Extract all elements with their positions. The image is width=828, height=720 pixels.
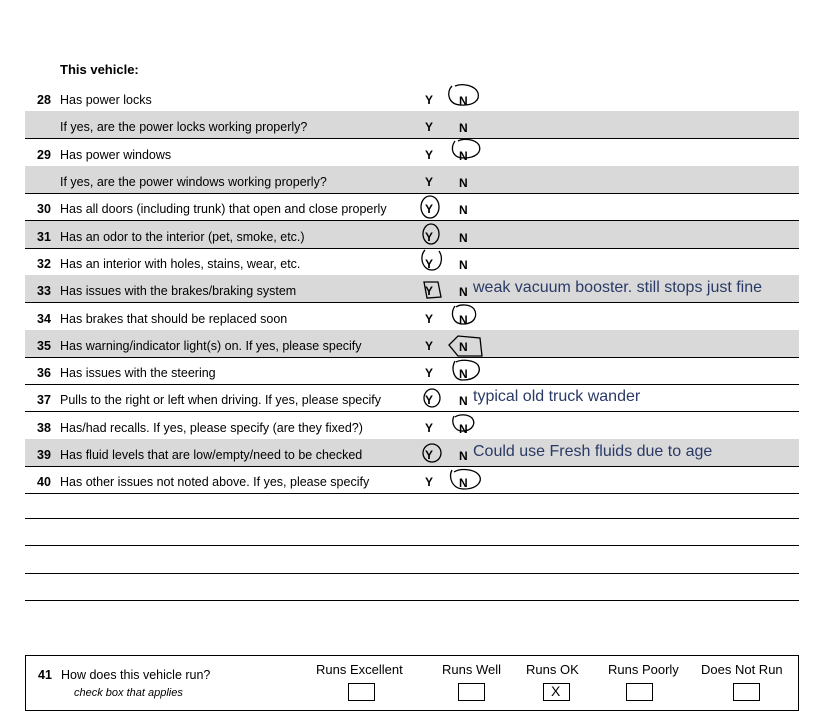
no-option[interactable]: N <box>459 149 468 163</box>
question-text: Has warning/indicator light(s) on. If yes, please specify <box>60 339 362 353</box>
question-text: Has issues with the steering <box>60 366 216 380</box>
yes-option[interactable]: Y <box>425 284 434 298</box>
checkbox-does-not-run[interactable] <box>733 683 760 701</box>
question-number: 39 <box>37 448 51 462</box>
question-text: Has fluid levels that are low/empty/need to be checked <box>60 448 363 462</box>
question-row-35 <box>25 330 799 358</box>
question-text: Has other issues not noted above. If yes, please specify <box>60 475 370 489</box>
question-text: If yes, are the power windows working properly? <box>60 175 327 189</box>
question-text: Has power locks <box>60 93 152 107</box>
yes-option[interactable]: Y <box>425 175 434 189</box>
check-mark: X <box>551 683 561 699</box>
option-runs-ok-label: Runs OK <box>526 662 579 677</box>
no-option[interactable]: N <box>459 422 468 436</box>
question-row-38 <box>25 412 799 440</box>
no-option[interactable]: N <box>459 313 468 327</box>
question-row-31 <box>25 221 799 249</box>
question-row-30 <box>25 193 799 221</box>
question-number: 41 <box>38 668 52 682</box>
blank-line[interactable] <box>25 518 799 519</box>
question-text: Pulls to the right or left when driving. If yes, please specify <box>60 393 381 407</box>
question-text: How does this vehicle run? <box>61 668 211 682</box>
question-row-29 <box>25 139 799 167</box>
question-row-34 <box>25 303 799 331</box>
question-number: 29 <box>37 148 51 162</box>
no-option[interactable]: N <box>459 94 468 108</box>
no-option[interactable]: N <box>459 121 468 135</box>
question-text: Has power windows <box>60 148 172 162</box>
blank-line[interactable] <box>25 573 799 574</box>
question-row-28-sub <box>25 111 799 139</box>
option-runs-poorly-label: Runs Poorly <box>608 662 679 677</box>
yes-option[interactable]: Y <box>425 93 434 107</box>
question-number: 37 <box>37 393 51 407</box>
checkbox-runs-poorly[interactable] <box>626 683 653 701</box>
question-row-39 <box>25 439 799 467</box>
question-number: 35 <box>37 339 51 353</box>
handwritten-note: Could use Fresh fluids due to age <box>473 443 713 460</box>
no-option[interactable]: N <box>459 285 468 299</box>
checkbox-runs-ok[interactable] <box>543 683 570 701</box>
blank-line[interactable] <box>25 600 799 601</box>
yes-option[interactable]: Y <box>425 230 434 244</box>
yes-option[interactable]: Y <box>425 148 434 162</box>
question-row-29-sub <box>25 166 799 194</box>
question-number: 28 <box>37 93 51 107</box>
blank-line[interactable] <box>25 545 799 546</box>
yes-option[interactable]: Y <box>425 339 434 353</box>
question-row-36 <box>25 357 799 385</box>
question-number: 34 <box>37 312 51 326</box>
question-row-28 <box>25 84 799 112</box>
question-number: 38 <box>37 421 51 435</box>
question-row-37 <box>25 384 799 412</box>
question-text: If yes, are the power locks working properly? <box>60 120 308 134</box>
no-option[interactable]: N <box>459 258 468 272</box>
question-text: Has an interior with holes, stains, wear, etc. <box>60 257 301 271</box>
handwritten-note: typical old truck wander <box>473 388 641 405</box>
no-option[interactable]: N <box>459 231 468 245</box>
option-runs-well-label: Runs Well <box>442 662 502 677</box>
no-option[interactable]: N <box>459 476 468 490</box>
option-runs-excellent-label: Runs Excellent <box>316 662 403 677</box>
no-option[interactable]: N <box>459 340 468 354</box>
yes-option[interactable]: Y <box>425 393 434 407</box>
no-option[interactable]: N <box>459 367 468 381</box>
yes-option[interactable]: Y <box>425 312 434 326</box>
question-text: Has brakes that should be replaced soon <box>60 312 288 326</box>
question-row-33 <box>25 275 799 303</box>
no-option[interactable]: N <box>459 203 468 217</box>
question-text: Has issues with the brakes/braking system <box>60 284 297 298</box>
question-text: Has all doors (including trunk) that open and close properly <box>60 202 387 216</box>
yes-option[interactable]: Y <box>425 257 434 271</box>
question-text: Has an odor to the interior (pet, smoke, etc.) <box>60 230 305 244</box>
question-row-40 <box>25 466 799 494</box>
yes-option[interactable]: Y <box>425 475 434 489</box>
no-option[interactable]: N <box>459 176 468 190</box>
no-option[interactable]: N <box>459 449 468 463</box>
option-does-not-run-label: Does Not Run <box>701 662 783 677</box>
yes-option[interactable]: Y <box>425 202 434 216</box>
no-option[interactable]: N <box>459 394 468 408</box>
checkbox-runs-well[interactable] <box>458 683 485 701</box>
yes-option[interactable]: Y <box>425 448 434 462</box>
section-title: This vehicle: <box>60 62 139 77</box>
question-number: 33 <box>37 284 51 298</box>
question-number: 30 <box>37 202 51 216</box>
handwritten-note: weak vacuum booster. still stops just fine <box>473 279 763 296</box>
yes-option[interactable]: Y <box>425 120 434 134</box>
checkbox-runs-excellent[interactable] <box>348 683 375 701</box>
question-text: Has/had recalls. If yes, please specify (are they fixed?) <box>60 421 363 435</box>
question-number: 40 <box>37 475 51 489</box>
question-number: 31 <box>37 230 51 244</box>
question-hint: check box that applies <box>74 687 183 699</box>
question-number: 36 <box>37 366 51 380</box>
run-condition-box <box>25 655 799 711</box>
question-number: 32 <box>37 257 51 271</box>
yes-option[interactable]: Y <box>425 421 434 435</box>
question-row-32 <box>25 248 799 276</box>
yes-option[interactable]: Y <box>425 366 434 380</box>
